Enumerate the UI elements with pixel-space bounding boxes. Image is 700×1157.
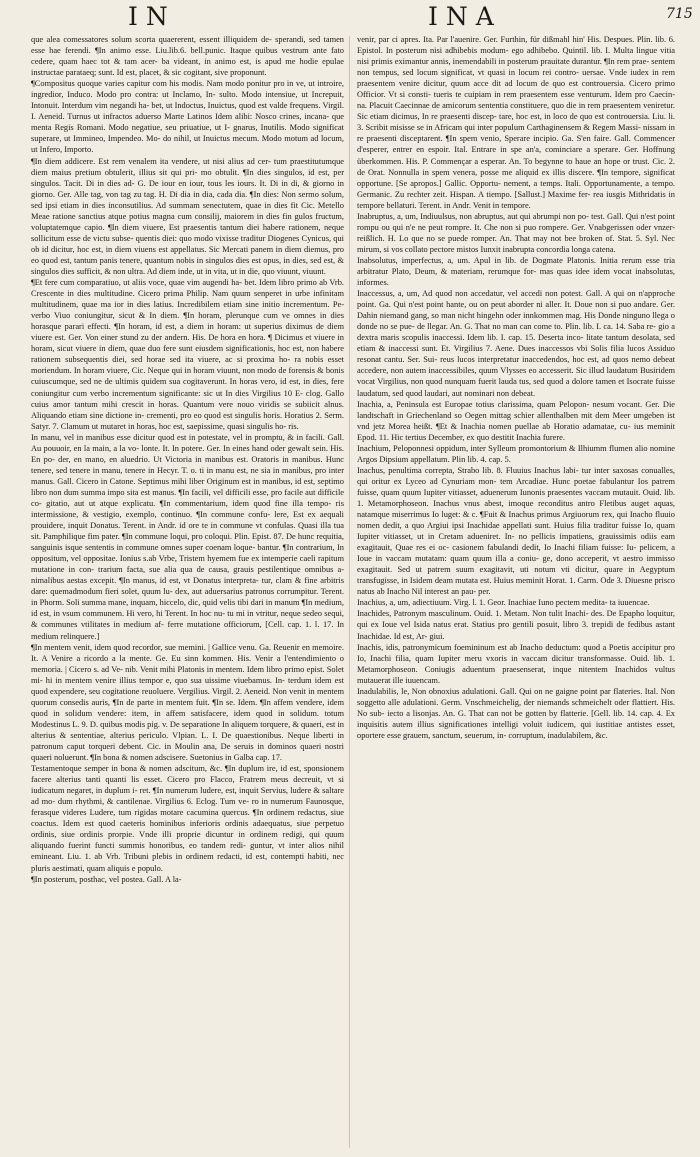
entry-paragraph: Inabsolutus, imperfectus, a, um. Apul in lib. de Dogmate Platonis. Initia rerum esse tria arbitratur Plato, Deum, & materiam, rerumque for- mas quas idee idem vocat inabsolutas, informes. xyxy=(357,255,675,288)
entry-paragraph: ¶In posterum, posthac, vel postea. Gall. A la- xyxy=(31,874,182,884)
page-number: 715 xyxy=(666,6,693,22)
header-right-title: INA xyxy=(428,2,502,31)
entry-paragraph: Testamentoque semper in bona & nomen adscitum, &c. ¶In duplum ire, id est, sponsionem facere alterius tanti quanti lis esset. Cicero pro Flacco, Fratrem meus decreuit, vt si iudicatum negaret, in duplum i- ret. ¶In numerum ludere, est, inquit Servius, ludere & saltare ad mo- dum rhythmi, & cantilenae. Virgilius 6. Eclog. Tum ve- ro in numerum Faunosque, ferasque videres Ludere, tum rigidas motare cacumina quercus. ¶In ordinem redactus, siue coactus. Idem est quod caeteris hominibus inferioris ordinis adaequatus, siue perpetuo ordinis, siue ordinis prorpie. Vnde illi proprie dicuntur in ordinem redigi, qui quum aliquando fuerint functi summis honoribus, eo tandem redi- guntur, vt inter alios nihil emineant. Liu. 1. ab Vrb. Tribuni plebis in ordinem redacti, id est, contempti habiti, nec pluris aestimati, quam aliquis e populo. xyxy=(31,764,344,873)
entry-paragraph: Inachius, a, um, adiectiuum. Virg. l. 1. Geor. Inachiae Iuno pectem medita- ta iuuencae. xyxy=(357,598,650,608)
right-column xyxy=(357,34,675,1152)
column-divider xyxy=(349,36,350,1148)
entry-paragraph: Inabruptus, a, um, Indiuulsus, non abruptus, aut qui abrumpi non po- test. Gall. Qui n'est point rompu ou qui n'e ne peut rompre. It. Che non si puo rompere. Ger. Vnabgerissen oder vnzer- reißlich. H. Lo que no se puede romper. An. That may not bee broken of. Stat. 5. Syl. Nec mirum, si vos collato pectore mistos Iunxit inabrupta concordia longa catena. xyxy=(357,211,675,254)
entry-paragraph: ¶Compositus quoque varies capitur com his modis. Nam modo ponitur pro in ve, ut introire, ingredior, Induco. Modo pro contra: ut Inclamo, In- sulto. Modo intensiue, ut Increpuit, Intonuit. Interdum vim negandi ha- bet, ut Indoctus, Inuictus, quod est valde frequens. Virgil. I. Aeneid. Turnus ut infractos aduerso Marte Latinos Idem alibi: Nosco crines, incana- que menta Regis Romani. Modo negatiue, seu priuatiue, ut I- gnarus, Inutilis. Modo significat superare, ut Immineo, Impendeo. Mo- do nihil, ut Inuictus mecum. Modo motum ad locum, ut Infero, Importo. xyxy=(31,79,344,155)
entry-paragraph: Inachus, penultima correpta, Strabo lib. 8. Fluuius Inachus labi- tur inter saxosas conualles, qui oritur ex Lyceo ad Cynuriam mon- tem Arcadiae. Hunc poetae fabulantur Ios patrem fuisse, quam quum Iupiter vitiasset, aduenerum Iunonis praesentes vaccam mutauit. Ouid. lib. 1. Metamorphoseon. Inachus vnus abest, imoque reconditus antro Fletibus auget aquas, natamque miserrimus Io luget: & c. ¶Fuit & Inachus primus Argiuorum rex, qui Inacho fluuio nomen dedit, a quo Argiui ipsi Inachidae appellati sunt. Huius filia traditur fuisse Io, quam Iupiter vitiasset, ut in Cretam adueniret. In- no pellicis impatiens, grauissimis odiis eam exagitauit, Quae res ei oc- casionem fabulandi dedit, Io Inachi filiam fuisse: Iu- pelicem, a Ioue in vaccam mutatam: quam quum illa a coniu- ge, dono acceperit, vt aestro immisso exagitauit. Sed ut patrem suum exagitavit, uti notum vti dicitur, quare in Aegyptum transfugisse, in Isidem deam mutata est. Huius meminit Horat. 1. Carm. Ode 3. Diuesne prisco natus ab Inacho Nil interest an pau- per. xyxy=(357,465,675,597)
entry-paragraph: Inachium, Peloponnesi oppidum, inter Sylleum promontorium & Ilhiumm flumen alio nomine Argos Dipsium appellatum. Plin lib. 4. cap. 5. xyxy=(357,443,675,464)
header-left-title: IN xyxy=(128,2,176,31)
entry-paragraph: ¶Et fere cum comparatiuo, ut aliis voce, quae vim augendi ha- bet. Idem libro primo ab Vrb. Crescente in dies multitudine. Cicero prima Philip. Nam quum senperet in urbe infinitam multitudinem, quae ma ior in dies latius. Incredibilem etiam sine initio incrementum. Pe- verbo Viuo coniungitur, sicut & In diem. ¶In horam, plerunque cum ve omnes in dies horasque parari effecti. ¶In horam, id est, a diem in horam: ut superius diximus de diem viuere est. Ger. Von einer stund zu der andern. His. De hora en hora. ¶ Dicimus et viuere in horam, sicut viuere in diem, quae duo fere sunt eiusdem significationis, hoc est, non habere rationem subsequentis diei, sed horae sed ita viuere, ac si proxima ho- ra nobis esset moriendum. In horam viuere, Cic. Neque qui in horam viuunt, non modo de forensis & bonis cuiuscumque, sed ne de ultimis quidem sua cogitaverunt. In horas vero, id est, in dies, fere coniungitur cum verbo incrementum significante: sic ut In dies Virgilius 10 E- clog. Gallo cuius amor tantum mihi crescit in horas. Quantum vere nouo viridis se subiicit alnus. Aliquando etiam sine dictione in- crementi, pro eo quod est singulis horis. Horatius 2. Serm. Satyr. 7. Clamum ut mutaret in horas, hoc est, saepissime, quasi singulis ho- ris. xyxy=(31,278,344,431)
entry-paragraph: In manu, vel in manibus esse dicitur quod est in potestate, vel in promptu, & in facili. Gall. Au pouuoir, en la main, a la vo- lonte. It. In potere. Ger. In eines hand oder gewalt sein. His. En po- der, en mano, en aluedrio. Ut Victoria in manibus est. Oratoris in manibus. Hunc tenere, sed tenere in manu, tenere in Hecyr. T. o. ti in manu est, ne sia in manibus, pro inter manus. Gall. Cicero in Catone. Septimus mihi liber Originum est in manibus, id est, septimo libro non dum summa impo sita est manus. ¶In facili, vel difficili esse, pro facile aut difficile co- gitatio, aut ut atque explicatu. ¶In commentarium, idem quod fine illa tempo- ris intermissione, & vestigio, exemplo, continuo. ¶In commune confu- lere, Est ex aequali prouidere, inquit Donatus. Terent. in Andr. id ore te in commune vt confulas. Quasi illa tua sit. Pamphilique fim pater. ¶In commune loqui, pro coloqui. Plin. Epist. 87. De hunc requitia, sanguinis isque sententis in commune omnes super coenam loque- bantur. ¶In contrarium, In oppositum, vel oppositae. Ionius s.ab Vrbe, Tristem hyemem fue ex intemperie caeli rapitum mutatione in con- trarium facta, sue alia qua de causa, grauis pestilentique omnibus a- nimalibus aestas excepit. ¶In manus, id est, vt Donatus interpreta- tur, clam & fine arbitris dare: quemadmodum fieri solet, quum lu- dex, aut aduersarius patronus corrumpitur. Terent. in Phorm. Soli summa mane, inquam, hiccelo, dic, quid velis tibi dari in manum ¶In medium, id est, in vsum communem. Hi vero, hi Terent. In hoc nu- tu mi in vtritur, neque sedeo sequi, & communes vtilitates in medium af- ferre mutatione officiorum, [Cell. cap. 1. l. 17. In medium relinquere.] xyxy=(31,432,344,641)
running-header xyxy=(0,0,700,30)
left-column xyxy=(31,34,344,1152)
entry-paragraph: que alea comessatores solum scorta quaererent, essent illiquidem de- sperandi, sed tamen esse hae ferendi. ¶In animo esse. Liu.lib.6. bell.punic. Itaque quibus vestrum ante fato cedere, quam haec tot & tam acer- ba videant, in animo est, is apud me hodie epulae instructae parataeq; sunt. Id est, placet, & sic cogitant, sive proponunt. xyxy=(31,35,344,78)
entry-paragraph: Inaccessus, a, um, Ad quod non accedatur, vel accedi non potest. Gall. A qui on n'approche point. Ga. Qui n'est point hante, ou on peut aborder ni aller. It. Doue non si puo andare. Ger. Dahin niemand gang, so man nicht hingehn oder innkommen mag. His Donde ninguno llega o donde no se pue- de llegar. An. G. That no man can come to. Plin. lib. I. ca. 14. Saba re- gio a dextra maris scopulis inaccessi. Idem lib. I. cap. 15. Deserta inco- litate tantum desolata, sed etiam & inaccessi sunt. Et. Virgilius 7. Aene. Dues inaccessos vbi Solis filia lucos Assiduo resonat cantu. Ser. Sui- reus lucos interpretatur inaccedendos, hoc est, ad quos nemo debeat accedere, non autem inaccessibiles, quum Vlysses eo accesserit. Sic illud laudatum Busiridem vocat Virgilius, non quod nunquam fuerit lauda tus, sed quod a dolore tamen et Isocrate fuisse laudatum, sed quod laudari, aut nominari non debeat. xyxy=(357,289,675,398)
entry-paragraph: Inachides, Patronym masculinum. Ouid. 1. Metam. Non tulit Inachi- des. De Epapho loquitur, qui ex Ioue vel Isida natus erat. Statius pro gentili posuit, libro 3. trepidi de fedibus astant Inachidae. Id est, Ar- giui. xyxy=(357,609,675,641)
entry-paragraph: venir, par ci apres. Ita. Par l'auenire. Ger. Furthin, für dißmahl hin' His. Despues. Plin. lib. 6. Epistol. In posterum nisi adhibebis modum- ego adhibebo. Quintil. lib. I. Multa lingue vitia nisi primis eximantur annis, inemendabili in posterum prauitate durantur. ¶In rem prae- sentem non tempus, sed locum significat, vt quasi in locum rei contro- uersae. Vnde iudex in rem praesentem venire dicitur, quum acce dit ad locum de quo est controuersia. Cicero primo Officior. Vt si consti- tueris te cuipiam in rem praesentem esse venturum. Idem pro Caecin- na. Placuit Caecinnae de amicorum sententia constituere, quo die in rem praesentem veniretur. Sic etiam dicimus, In re praesenti discep- tare, hoc est, in loco de quo est controuersia. Liu. li. 3. Scribit misisse se in Africam qui inter populum Carthaginensem & Regem Massi- nissam in re praesenti disceptarent. ¶In spem venio, Sperare incipio. Ga. S'en faire. Gall. Commencer d'esperer, entrer en espoir. Ital. Entrare in spe an'a, cominciare a sperare. Ger. Hoffnung überkommen. His. P. Commençar a esperar. An. To begynne to haue an hope or trust. Cic. 2. de Orat. Nonnulla in spem venera, posse me aliquid ex illis discere. ¶In tempore, significat opportune. [Se apropos.] Gallic. Opportu- nement, a temps. Itali. Opportunamente, a tempo. Germanic. Zu rechter zeit. Hispan. A tiempo. [Sallust.] Maxime fer- rea iusgis Mithridatis in tempore bellaturi. Terent. in Andr. Venit in tempore. xyxy=(357,35,675,210)
entry-paragraph: Inachia, a, Peninsula est Europae totius clarissima, quam Pelopon- nesum vocant. Ger. Die landtschaft in Griechenland so Oegen mittag schier allenthalben mit dem Meer umgeben ist vnd jetz Morea heißt. ¶Et & Inachia nomen puellae ab Horatio adamatae, cu- ius meminit Epod. 11. Hic tertius December, ex quo destitit Inachia furere. xyxy=(357,399,675,442)
entry-paragraph: ¶In mentem venit, idem quod recordor, sue memini. | Gallice venu. Ga. Reuenir en memoire. It. A Venire a ricordo a la mente. Ge. Eu sinn kommen. His. Venir a l'entendimiento o memoria. | Cicero s. ad Ve- nib. Venit mihi Platonis in mentem. Idem libro primo epist. Solet mi- hi in mentem venire illius tempor e, quo sua uissime viuebamus. In- terdum idem est quod expendere, seu cogitatione reuoluere. Vergilius. Virgil. 2. Aeneid. Non venit in mentem quorum consedis auris, ¶In de parte in mentem fuit. ¶In se. Idem. ¶In affem vendere, idem quod in solidum vendere: item, in affem satisfacere, idem quod in solidum. totum Modestinus L. 9. D. quibus modis pig. v. De separatione In aliquem torquere, & quaeri, est in alterius & sententiae, alterius periculo. Vlpian. L. I. De quaestionibus. Neque liberti in patronum caput torqueri debent. Cic. in Moulin ana, De seruis in dominos quaeri nostri quaeri noluerunt. ¶In bona & nomen adscisere. Suetonius in Galba cap. 17. xyxy=(31,642,344,763)
entry-paragraph: ¶In diem addicere. Est rem venalem ita vendere, ut nisi alius ad cer- tum praestitutumque diem maius pretium obtulerit, illius sit qui pri- mo obtulit. ¶In dies singulos, id est, per singulos. Tacit. Di in dies ad- G. De iour en iour, tous les iours. It. Di in di, & giorno in giorno. Ger. Alle tag, von tag zu tag. H. Di dia in dia, cada dia. ¶In dies: Non sermo solum, sed ipsi etiam in dies inconsutilius. Ad summam senectutem, quae in dies fit Cic. Metello Meae ratione sanctius atque potius magna cum consilij, maiorem in dies fin gulos fructum, voluptatemque capio. ¶In diem viuere, Est praesentis tantum diei habere rationem, neque sollicitum esse de victu subse- quentis diei: quo modo vixisse traditur Diogenes Cynicus, qui ob id dicitur, hoc est, in diem viuens est appellatus. Sic Mercati panem in diem diemus, pro eo quod est, tantum panis tenere, quantum nobis in singulos dies est opus, in dies, sed est, & singulos dies sufficit, & non ultra. Ad diem inde, ut in vita, ut in die, quo viuunt, viuunt. xyxy=(31,156,344,276)
entry-paragraph: Inachis, idis, patronymicum foemininum est ab Inacho deductum: quod a Poetis accipitur pro Io, Inachi filia, quam Iupiter meru vxoris in vaccam dicitur transformasse. Ouid. lib. 1. Metamorphoseon. Coniugis aduentum praesenserat, inque nitentem Inachidos vultus mutauerat ille iuuencam. xyxy=(357,642,675,685)
entry-paragraph: Inadulabilis, le, Non obnoxius adulationi. Gall. Qui on ne gaigne point par flateries. Ital. Non soggetto alle adulationi. Germ. Vnschmeichelig, der niemands schmeichelt oder flattiert. His. No sub- iecto a lisonjas. An. G. That can not be gotten by flatterie. [Gell. lib. 14. cap. 4. Ex inquisitis autem illius significationes intelligi voluit iudicem, qui iustitiae antistes esset, oportere esse grauem, sanctum, seuerum, in- corruptum, inadulabilem, &c. xyxy=(357,686,675,740)
